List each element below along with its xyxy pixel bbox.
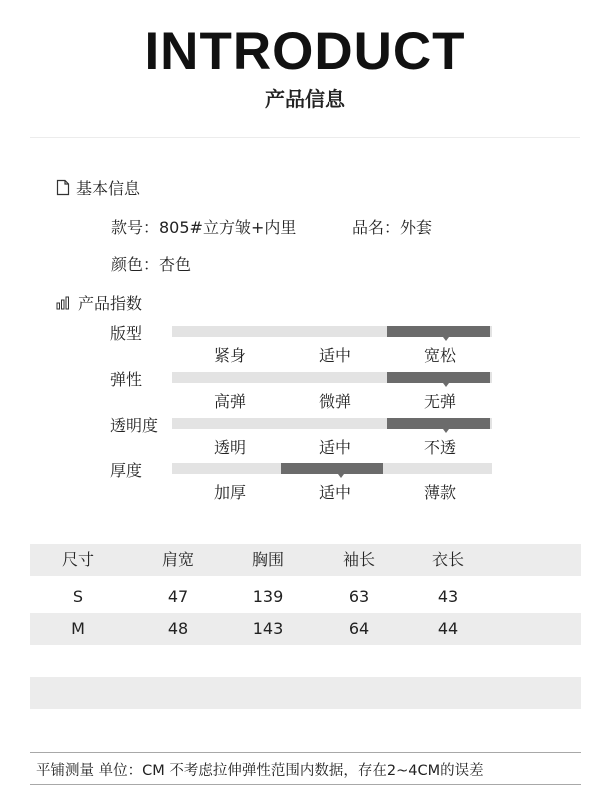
index-bar-fill (387, 418, 490, 429)
index-bar-fill (281, 463, 384, 474)
table-cell: 胸围 (251, 550, 284, 569)
index-bar (172, 463, 492, 474)
table-cell (319, 645, 399, 677)
table-row (30, 709, 581, 741)
index-tick-label: 不透 (423, 438, 456, 457)
basic-info-heading (56, 176, 140, 199)
index-bar-marker (443, 429, 449, 433)
table-row (30, 645, 581, 677)
table-cell: M (71, 619, 85, 638)
table-cell: 尺寸 (61, 550, 94, 569)
table-cell: 64 (348, 619, 370, 638)
table-cell (38, 709, 118, 741)
basic-info-heading-label: 基本信息 (76, 179, 141, 198)
table-cell: 48 (167, 619, 189, 638)
index-tick-label: 适中 (318, 346, 351, 365)
index-bar-fill (387, 372, 490, 383)
table-cell (319, 709, 399, 741)
index-bar-marker (443, 337, 449, 341)
table-cell (38, 645, 118, 677)
index-tick-label: 无弹 (423, 392, 456, 411)
index-label: 透明度 (110, 416, 159, 435)
index-tick-label: 宽松 (423, 346, 456, 365)
product-name: 品名：外套 (352, 218, 433, 237)
table-cell: 44 (437, 619, 459, 638)
table-cell (408, 677, 488, 709)
bar-chart-icon (56, 296, 72, 310)
table-cell (228, 677, 308, 709)
table-cell (408, 645, 488, 677)
index-tick-label: 高弹 (213, 392, 246, 411)
indices-heading-label: 产品指数 (78, 294, 143, 313)
index-tick-label: 微弹 (318, 392, 351, 411)
index-tick-label: 适中 (318, 438, 351, 457)
page-subtitle: 产品信息 (265, 87, 345, 111)
page-title: INTRODUCT (144, 22, 466, 81)
index-label: 弹性 (110, 370, 143, 389)
table-cell: 肩宽 (161, 550, 194, 569)
table-cell (228, 645, 308, 677)
table-cell (408, 709, 488, 741)
product-color: 颜色：杏色 (111, 255, 192, 274)
index-tick-label: 透明 (213, 438, 246, 457)
table-cell: 衣长 (431, 550, 464, 569)
footer-note: 平铺测量 单位：CM 不考虑拉伸弹性范围内数据，存在2~4CM的误差 (36, 763, 484, 779)
table-cell (138, 645, 218, 677)
table-row (30, 613, 581, 645)
index-tick-label: 加厚 (213, 483, 246, 502)
index-bar-fill (387, 326, 490, 337)
table-cell (228, 709, 308, 741)
index-tick-label: 紧身 (213, 346, 246, 365)
table-cell: 袖长 (342, 550, 375, 569)
index-tick-label: 适中 (318, 483, 351, 502)
table-cell: 47 (167, 587, 189, 606)
style-number: 款号：805#立方皱+内里 (111, 218, 297, 237)
indices-heading (56, 291, 142, 314)
table-cell (38, 677, 118, 709)
table-cell (138, 677, 218, 709)
document-icon (56, 179, 70, 196)
table-cell: 43 (437, 587, 459, 606)
table-row (30, 581, 581, 613)
index-label: 厚度 (110, 461, 143, 480)
index-bar (172, 372, 492, 383)
table-header-row (30, 544, 581, 576)
index-tick-label: 薄款 (423, 483, 456, 502)
table-cell (138, 709, 218, 741)
index-bar-marker (443, 383, 449, 387)
index-bar-marker (338, 474, 344, 478)
divider (30, 137, 580, 138)
table-cell (319, 677, 399, 709)
index-label: 版型 (110, 324, 143, 343)
table-cell: 143 (252, 619, 284, 638)
index-bar (172, 418, 492, 429)
table-cell: 139 (252, 587, 284, 606)
table-row (30, 677, 581, 709)
table-cell: 63 (348, 587, 370, 606)
index-bar (172, 326, 492, 337)
table-cell: S (72, 587, 84, 606)
